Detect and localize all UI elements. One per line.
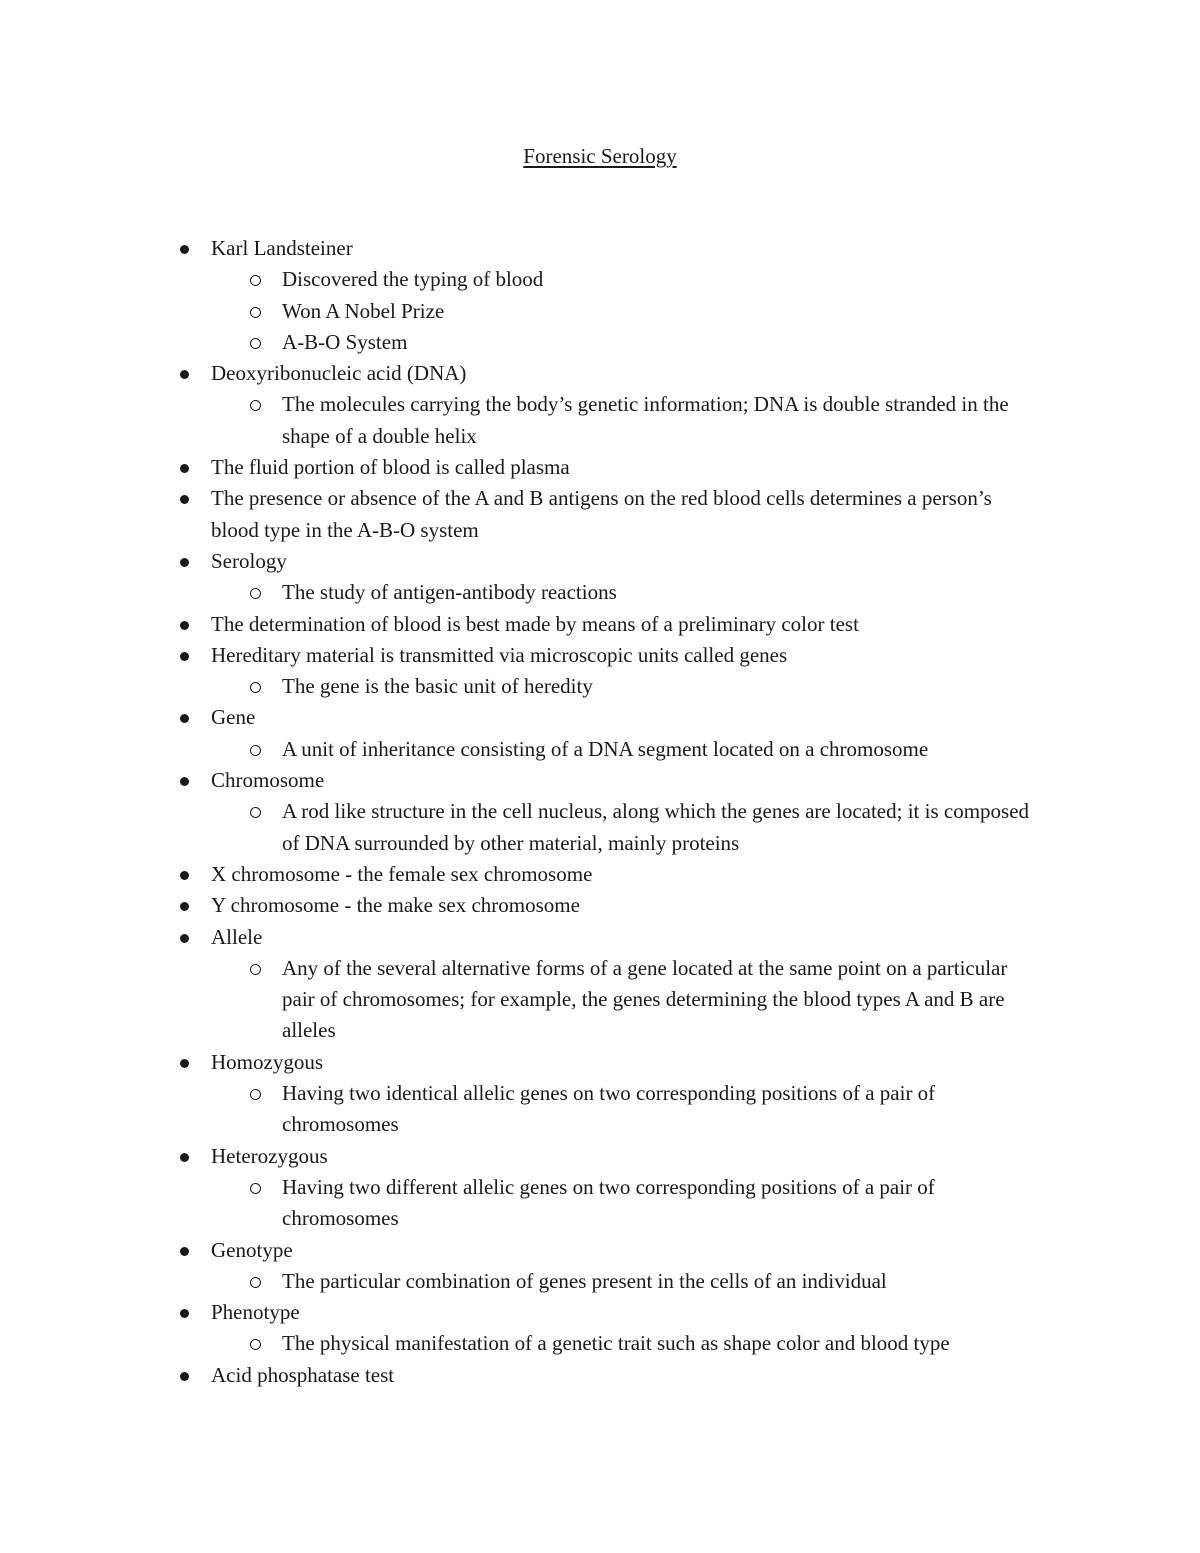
list-item: [0, 233, 1041, 358]
sub-list: [211, 1328, 1041, 1359]
list-item: [0, 546, 1041, 609]
list-item-text: Heterozygous: [211, 1143, 328, 1168]
list-item: [0, 609, 1041, 640]
sub-list-item-text: The molecules carrying the body’s genetic information; DNA is double stranded in the shape of a double helix: [282, 392, 1009, 448]
bullet-icon: [180, 245, 189, 254]
bullet-icon: [180, 1247, 189, 1256]
list-item: [0, 922, 1041, 1047]
list-item: [0, 640, 1041, 703]
hollow-bullet-icon: [250, 745, 261, 756]
bullet-icon: [180, 934, 189, 943]
sub-list: [211, 953, 1041, 1047]
sub-list-item-text: The study of antigen-antibody reactions: [282, 580, 617, 605]
list-item-text: Hereditary material is transmitted via microscopic units called genes: [211, 642, 788, 667]
list-item-text: Serology: [211, 548, 287, 573]
bullet-icon: [180, 558, 189, 567]
sub-list: [211, 577, 1041, 608]
list-item: [0, 452, 1041, 483]
list-item: [0, 1235, 1041, 1298]
bullet-icon: [180, 902, 189, 911]
sub-list-item: [0, 953, 1042, 1047]
sub-list-item: [0, 327, 1042, 358]
sub-list: [211, 1266, 1041, 1297]
hollow-bullet-icon: [250, 682, 261, 693]
sub-list-item: [0, 796, 1042, 859]
bullet-icon: [180, 495, 189, 504]
sub-list-item: [0, 1328, 1042, 1359]
list-item: [0, 890, 1041, 921]
list-item: [0, 859, 1041, 890]
list-item-text: Acid phosphatase test: [211, 1362, 395, 1387]
hollow-bullet-icon: [250, 964, 261, 975]
sub-list-item-text: Any of the several alternative forms of a gene located at the same point on a particular pair of chromosomes; for example, the genes determining the blood types A and B are alleles: [282, 955, 1008, 1043]
bullet-icon: [180, 621, 189, 630]
hollow-bullet-icon: [250, 1277, 261, 1288]
sub-list-item-text: A-B-O System: [282, 329, 408, 354]
hollow-bullet-icon: [250, 307, 261, 318]
bullet-icon: [180, 464, 189, 473]
list-item: [0, 702, 1041, 765]
list-item: [0, 1360, 1041, 1391]
list-item: [0, 765, 1041, 859]
sub-list-item: [0, 734, 1042, 765]
list-item-text: Gene: [211, 705, 256, 730]
sub-list-item: [0, 577, 1042, 608]
list-item-text: Allele: [211, 924, 263, 949]
bullet-icon: [180, 1372, 189, 1381]
list-item-text: The determination of blood is best made by means of a preliminary color test: [211, 611, 859, 636]
list-item: [0, 1297, 1041, 1360]
bullet-icon: [180, 714, 189, 723]
sub-list-item-text: A unit of inheritance consisting of a DNA segment located on a chromosome: [282, 736, 929, 761]
bullet-icon: [180, 1309, 189, 1318]
list-item-text: X chromosome - the female sex chromosome: [211, 861, 593, 886]
list-item: [0, 358, 1041, 452]
list-item-text: The presence or absence of the A and B antigens on the red blood cells determines a person’s blood type in the A-B-O system: [211, 486, 992, 542]
sub-list-item-text: The particular combination of genes present in the cells of an individual: [282, 1268, 887, 1293]
sub-list-item: [0, 389, 1042, 452]
hollow-bullet-icon: [250, 807, 261, 818]
sub-list-item-text: A rod like structure in the cell nucleus, along which the genes are located; it is composed of DNA surrounded by other material, mainly proteins: [282, 799, 1030, 855]
sub-list-item-text: Won A Nobel Prize: [282, 298, 445, 323]
bullet-icon: [180, 871, 189, 880]
page-title: Forensic Serology: [523, 144, 677, 168]
hollow-bullet-icon: [250, 1183, 261, 1194]
sub-list: [211, 734, 1041, 765]
list-item-text: Deoxyribonucleic acid (DNA): [211, 361, 467, 386]
bullet-icon: [180, 370, 189, 379]
list-item-text: The fluid portion of blood is called plasma: [211, 455, 570, 480]
sub-list-item-text: Discovered the typing of blood: [282, 267, 544, 292]
list-item-text: Y chromosome - the make sex chromosome: [211, 893, 580, 918]
list-item: [0, 1141, 1041, 1235]
list-item-text: Homozygous: [211, 1049, 323, 1074]
sub-list: [211, 264, 1041, 358]
bullet-icon: [180, 1059, 189, 1068]
bullet-icon: [180, 777, 189, 786]
sub-list: [211, 1078, 1041, 1141]
hollow-bullet-icon: [250, 400, 261, 411]
sub-list-item: [0, 1266, 1042, 1297]
sub-list-item: [0, 671, 1042, 702]
bullet-icon: [180, 1153, 189, 1162]
sub-list: [211, 671, 1041, 702]
bullet-icon: [180, 652, 189, 661]
list-item: [0, 1047, 1041, 1141]
sub-list: [211, 389, 1041, 452]
list-item-text: Phenotype: [211, 1300, 300, 1325]
hollow-bullet-icon: [250, 338, 261, 349]
hollow-bullet-icon: [250, 588, 261, 599]
list-item-text: Chromosome: [211, 768, 325, 793]
list-item-text: Genotype: [211, 1237, 293, 1262]
sub-list-item: [0, 264, 1042, 295]
hollow-bullet-icon: [250, 275, 261, 286]
sub-list-item: [0, 1172, 1042, 1235]
list-item-text: Karl Landsteiner: [211, 236, 353, 260]
hollow-bullet-icon: [250, 1089, 261, 1100]
sub-list-item-text: The gene is the basic unit of heredity: [282, 674, 593, 699]
sub-list: [211, 1172, 1041, 1235]
hollow-bullet-icon: [250, 1339, 261, 1350]
sub-list-item: [0, 296, 1042, 327]
sub-list-item-text: The physical manifestation of a genetic trait such as shape color and blood type: [282, 1331, 950, 1356]
sub-list-item-text: Having two different allelic genes on two corresponding positions of a pair of chromosomes: [282, 1174, 935, 1231]
sub-list-item-text: Having two identical allelic genes on two corresponding positions of a pair of chromosomes: [282, 1081, 936, 1137]
list-item: [0, 483, 1041, 546]
notes-list: [0, 233, 1200, 1391]
sub-list-item: [0, 1078, 1042, 1141]
sub-list: [211, 796, 1041, 859]
